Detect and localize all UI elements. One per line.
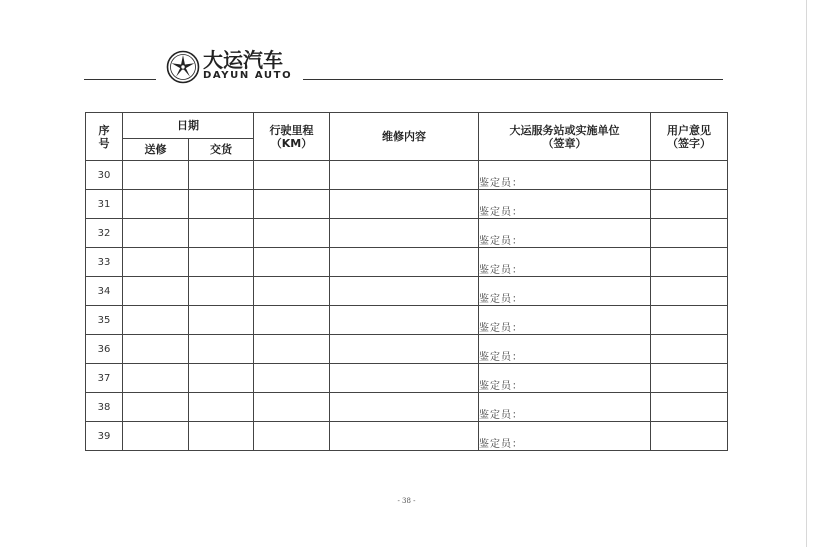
- repair-content-cell[interactable]: [330, 219, 479, 248]
- user-opinion-cell[interactable]: [651, 393, 728, 422]
- send-repair-cell[interactable]: [123, 219, 189, 248]
- table-row: [86, 248, 728, 277]
- send-repair-cell[interactable]: [123, 190, 189, 219]
- repair-content-cell[interactable]: [330, 335, 479, 364]
- logo-chinese-text: 大运汽车: [203, 48, 283, 72]
- inspector-label[interactable]: 鉴定员：: [479, 277, 651, 306]
- mileage-cell[interactable]: [254, 277, 330, 306]
- table-row: [86, 161, 728, 190]
- send-repair-cell[interactable]: [123, 306, 189, 335]
- row-number: 33: [86, 248, 123, 277]
- table-row: [86, 393, 728, 422]
- mileage-cell[interactable]: [254, 219, 330, 248]
- user-opinion-cell[interactable]: [651, 161, 728, 190]
- delivery-cell[interactable]: [189, 277, 254, 306]
- send-repair-cell[interactable]: [123, 335, 189, 364]
- inspector-label[interactable]: 鉴定员：: [479, 422, 651, 451]
- user-opinion-cell[interactable]: [651, 306, 728, 335]
- inspector-label[interactable]: 鉴定员：: [479, 161, 651, 190]
- row-number: 39: [86, 422, 123, 451]
- inspector-label[interactable]: 鉴定员：: [479, 364, 651, 393]
- mileage-cell[interactable]: [254, 364, 330, 393]
- send-repair-cell[interactable]: [123, 422, 189, 451]
- header-user-opinion: 用户意见 （签字）: [651, 113, 728, 161]
- repair-content-cell[interactable]: [330, 277, 479, 306]
- mileage-cell[interactable]: [254, 306, 330, 335]
- send-repair-cell[interactable]: [123, 277, 189, 306]
- row-number: 30: [86, 161, 123, 190]
- inspector-label[interactable]: 鉴定员：: [479, 248, 651, 277]
- repair-content-cell[interactable]: [330, 306, 479, 335]
- header-date: 日期: [123, 113, 254, 139]
- mileage-cell[interactable]: [254, 161, 330, 190]
- repair-content-cell[interactable]: [330, 248, 479, 277]
- row-number: 35: [86, 306, 123, 335]
- user-opinion-cell[interactable]: [651, 277, 728, 306]
- send-repair-cell[interactable]: [123, 161, 189, 190]
- user-opinion-cell[interactable]: [651, 364, 728, 393]
- inspector-label[interactable]: 鉴定员：: [479, 306, 651, 335]
- delivery-cell[interactable]: [189, 364, 254, 393]
- user-opinion-cell[interactable]: [651, 190, 728, 219]
- delivery-cell[interactable]: [189, 422, 254, 451]
- mileage-cell[interactable]: [254, 393, 330, 422]
- page-number: - 38 -: [397, 497, 416, 505]
- send-repair-cell[interactable]: [123, 393, 189, 422]
- delivery-cell[interactable]: [189, 306, 254, 335]
- delivery-cell[interactable]: [189, 335, 254, 364]
- repair-content-cell[interactable]: [330, 161, 479, 190]
- delivery-cell[interactable]: [189, 393, 254, 422]
- header-service-station: 大运服务站或实施单位 （签章）: [479, 113, 651, 161]
- row-number: 36: [86, 335, 123, 364]
- header-delivery: 交货: [189, 139, 254, 161]
- table-row: [86, 306, 728, 335]
- mileage-cell[interactable]: [254, 335, 330, 364]
- inspector-label[interactable]: 鉴定员：: [479, 335, 651, 364]
- table-row: [86, 364, 728, 393]
- row-number: 34: [86, 277, 123, 306]
- maintenance-record-table: [85, 112, 728, 451]
- header-seq: 序号: [86, 113, 123, 161]
- user-opinion-cell[interactable]: [651, 335, 728, 364]
- mileage-cell[interactable]: [254, 190, 330, 219]
- row-number: 38: [86, 393, 123, 422]
- dayun-logo: [166, 50, 292, 84]
- table-row: [86, 277, 728, 306]
- repair-content-cell[interactable]: [330, 364, 479, 393]
- inspector-label[interactable]: 鉴定员：: [479, 219, 651, 248]
- page-edge-divider: [806, 0, 807, 547]
- user-opinion-cell[interactable]: [651, 219, 728, 248]
- dayun-emblem-icon: [166, 50, 200, 84]
- send-repair-cell[interactable]: [123, 364, 189, 393]
- repair-content-cell[interactable]: [330, 393, 479, 422]
- mileage-cell[interactable]: [254, 422, 330, 451]
- header-rule-left: [84, 79, 156, 80]
- repair-content-cell[interactable]: [330, 190, 479, 219]
- repair-content-cell[interactable]: [330, 422, 479, 451]
- row-number: 31: [86, 190, 123, 219]
- table-row: [86, 190, 728, 219]
- send-repair-cell[interactable]: [123, 248, 189, 277]
- mileage-cell[interactable]: [254, 248, 330, 277]
- user-opinion-cell[interactable]: [651, 248, 728, 277]
- inspector-label[interactable]: 鉴定员：: [479, 393, 651, 422]
- header-rule-right: [303, 79, 723, 80]
- row-number: 37: [86, 364, 123, 393]
- delivery-cell[interactable]: [189, 161, 254, 190]
- inspector-label[interactable]: 鉴定员：: [479, 190, 651, 219]
- delivery-cell[interactable]: [189, 219, 254, 248]
- delivery-cell[interactable]: [189, 248, 254, 277]
- delivery-cell[interactable]: [189, 190, 254, 219]
- table-row: [86, 422, 728, 451]
- header-repair-content: 维修内容: [330, 113, 479, 161]
- header-mileage: 行驶里程 （KM）: [254, 113, 330, 161]
- user-opinion-cell[interactable]: [651, 422, 728, 451]
- header-send-repair: 送修: [123, 139, 189, 161]
- table-row: [86, 335, 728, 364]
- logo-english-text: DAYUN AUTO: [203, 70, 293, 81]
- table-row: [86, 219, 728, 248]
- row-number: 32: [86, 219, 123, 248]
